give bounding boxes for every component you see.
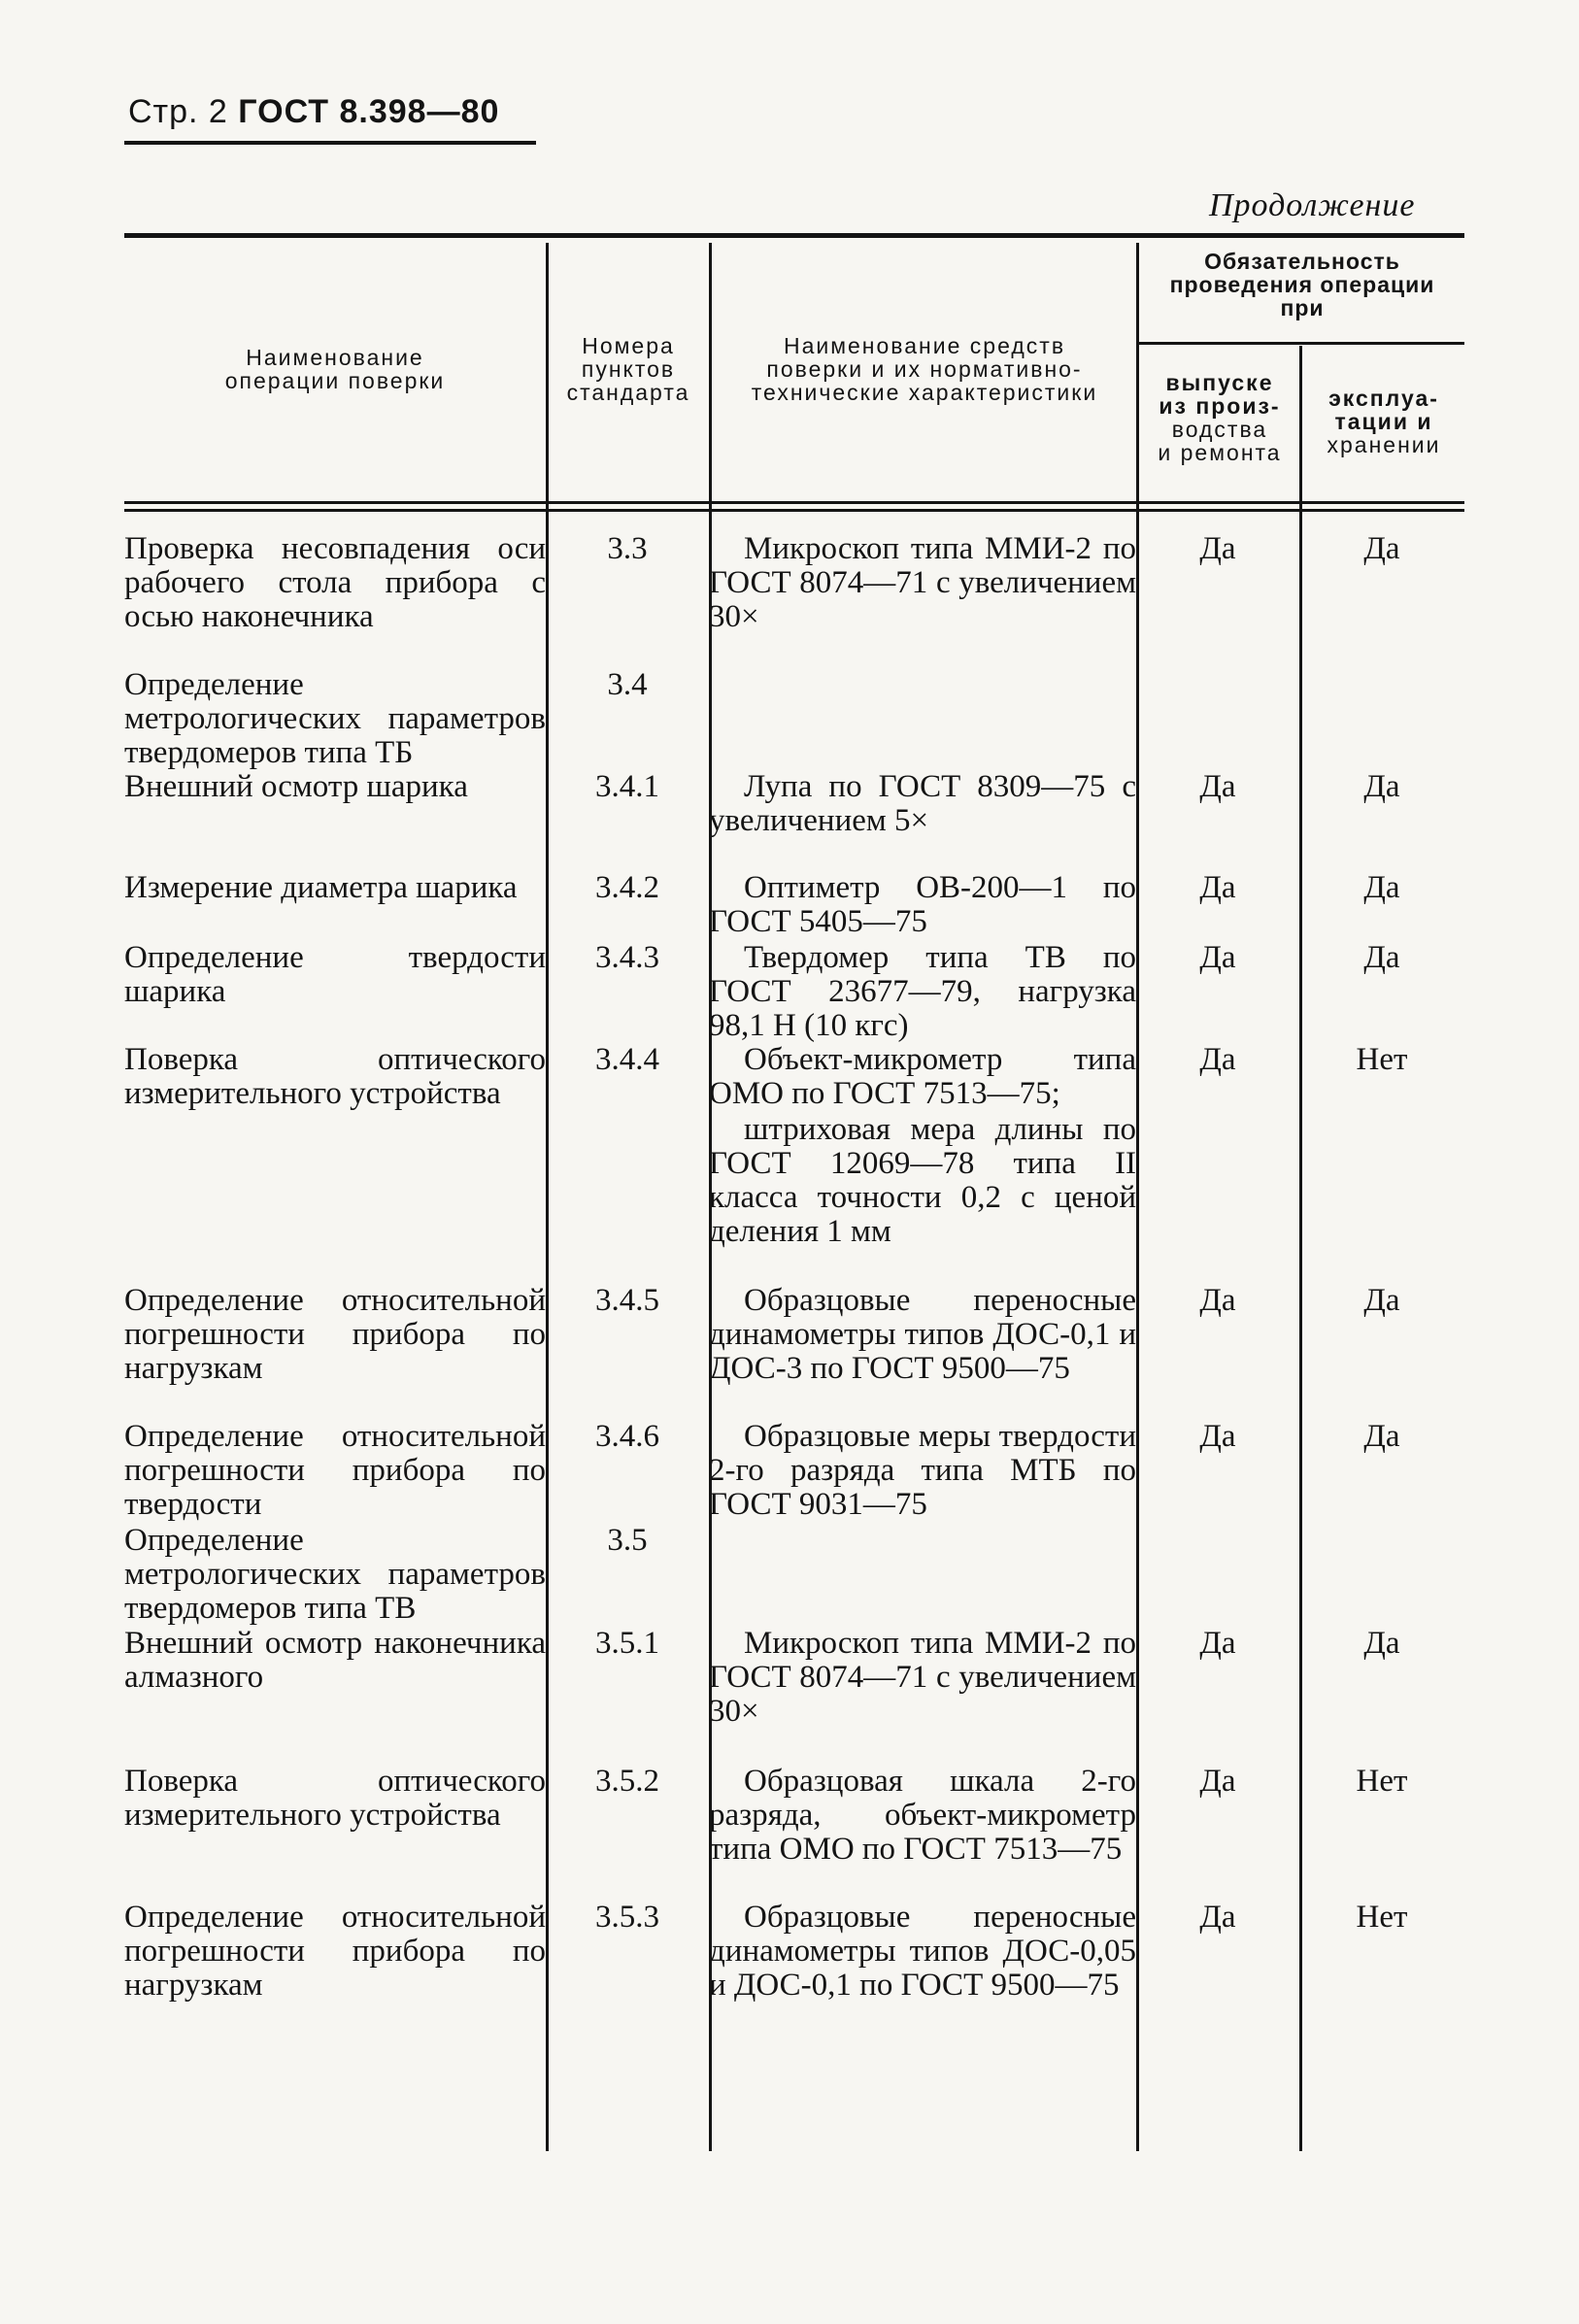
means-cell bbox=[709, 871, 1136, 941]
operation-cell bbox=[124, 1420, 546, 1524]
means-cell bbox=[709, 532, 1136, 668]
operation-cell bbox=[124, 668, 546, 770]
header-means-line: технические характеристики bbox=[751, 380, 1098, 405]
means-cell bbox=[709, 1284, 1136, 1420]
points-number: 3.4.5 bbox=[595, 1283, 659, 1318]
header-release-line: водства bbox=[1171, 417, 1268, 442]
page-label: Стр. 2 bbox=[128, 93, 228, 130]
means-description: Лупа по ГОСТ 8309—75 с увеличением 5× bbox=[709, 769, 1136, 838]
table-row bbox=[124, 941, 1464, 1043]
table-row bbox=[124, 1043, 1464, 1284]
header-storage-line: хранении bbox=[1327, 432, 1441, 457]
header-operation-line: операции поверки bbox=[224, 368, 446, 393]
header-operation-line: Наименование bbox=[246, 345, 424, 370]
continuation-label: Продолжение bbox=[1209, 187, 1416, 223]
means-description: Объект-микрометр типа ОМО по ГОСТ 7513—75; bbox=[709, 1042, 1136, 1111]
storage-mark: Да bbox=[1363, 769, 1400, 804]
points-number: 3.4.6 bbox=[595, 1419, 659, 1454]
means-description: Оптиметр ОВ-200—1 по ГОСТ 5405—75 bbox=[709, 870, 1136, 939]
means-cell bbox=[709, 1420, 1136, 1524]
operation-cell bbox=[124, 1627, 546, 1765]
means-description: штриховая мера длины по ГОСТ 12069—78 типа II класса точности 0,2 с ценой деления 1 мм bbox=[709, 1112, 1136, 1249]
header-means-line: Наименование средств bbox=[783, 333, 1066, 358]
operation-name: Определение метрологических параметров твердомеров типа ТВ bbox=[124, 1523, 546, 1626]
storage-mark: Да bbox=[1363, 940, 1400, 975]
table-row bbox=[124, 770, 1464, 871]
points-number: 3.4 bbox=[607, 667, 648, 702]
means-cell bbox=[709, 1627, 1136, 1765]
points-number: 3.4.3 bbox=[595, 940, 659, 975]
table-body bbox=[124, 532, 1464, 2046]
operation-cell bbox=[124, 1765, 546, 1901]
release-mark: Да bbox=[1199, 940, 1236, 975]
table-row bbox=[124, 1284, 1464, 1420]
header-mandatory bbox=[1140, 250, 1464, 320]
header-storage-line: тации и bbox=[1334, 409, 1433, 434]
operation-cell bbox=[124, 1284, 546, 1420]
operation-cell bbox=[124, 941, 546, 1043]
verification-operations-table bbox=[124, 532, 1464, 2046]
release-mark: Да bbox=[1199, 531, 1236, 566]
points-number: 3.4.4 bbox=[595, 1042, 659, 1077]
storage-mark: Да bbox=[1363, 870, 1400, 905]
release-mark: Да bbox=[1199, 1042, 1236, 1077]
header-release-line: и ремонта bbox=[1158, 440, 1282, 465]
means-cell bbox=[709, 770, 1136, 871]
table-row bbox=[124, 1420, 1464, 1524]
operation-name: Внешний осмотр шарика bbox=[124, 769, 468, 804]
operation-cell bbox=[124, 1901, 546, 2046]
release-mark: Да bbox=[1199, 870, 1236, 905]
storage-mark bbox=[1299, 668, 1464, 770]
means-description: Образцовая шкала 2-го разряда, объект-микрометр типа ОМО по ГОСТ 7513—75 bbox=[709, 1764, 1136, 1867]
means-description: Микроскоп типа ММИ-2 по ГОСТ 8074—71 с увеличением 30× bbox=[709, 531, 1136, 634]
table-row bbox=[124, 871, 1464, 941]
operation-name: Поверка оптического измерительного устройства bbox=[124, 1042, 546, 1111]
points-number: 3.5 bbox=[607, 1523, 648, 1558]
header-bottom-rule-2 bbox=[124, 509, 1464, 512]
points-number: 3.4.1 bbox=[595, 769, 659, 804]
table-row bbox=[124, 1524, 1464, 1627]
header-bottom-rule-1 bbox=[124, 501, 1464, 504]
header-operation-storage bbox=[1303, 387, 1464, 456]
header-mandatory-line: при bbox=[1280, 295, 1325, 320]
means-cell bbox=[709, 941, 1136, 1043]
header-mandatory-line: проведения операции bbox=[1169, 272, 1435, 297]
standard-number: ГОСТ 8.398—80 bbox=[238, 93, 500, 130]
release-mark: Да bbox=[1199, 1900, 1236, 1935]
means-description: Образцовые меры твердости 2-го разряда типа МТБ по ГОСТ 9031—75 bbox=[709, 1419, 1136, 1522]
page-header bbox=[128, 93, 499, 131]
header-means-line: поверки и их нормативно- bbox=[766, 356, 1083, 382]
header-release-line: из произ- bbox=[1159, 393, 1281, 419]
operation-name: Определение относительной погрешности прибора по нагрузкам bbox=[124, 1900, 546, 2003]
means-cell bbox=[709, 1043, 1136, 1284]
header-release bbox=[1140, 371, 1299, 464]
header-points-line: пунктов bbox=[581, 356, 676, 382]
header-points bbox=[548, 334, 709, 404]
header-storage-line: эксплуа- bbox=[1328, 386, 1439, 411]
points-number: 3.3 bbox=[607, 531, 648, 566]
means-description: Образцовые переносные динамометры типов ДОС-0,1 и ДОС-3 по ГОСТ 9500—75 bbox=[709, 1283, 1136, 1386]
points-number: 3.5.1 bbox=[595, 1626, 659, 1661]
operation-name: Измерение диаметра шарика bbox=[124, 870, 518, 905]
release-mark: Да bbox=[1199, 1626, 1236, 1661]
release-mark: Да bbox=[1199, 1283, 1236, 1318]
storage-mark: Нет bbox=[1356, 1900, 1408, 1935]
operation-name: Внешний осмотр наконечника алмазного bbox=[124, 1626, 546, 1695]
header-rule bbox=[124, 141, 536, 145]
release-mark bbox=[1136, 668, 1299, 770]
means-description: Образцовые переносные динамометры типов ДОС-0,05 и ДОС-0,1 по ГОСТ 9500—75 bbox=[709, 1900, 1136, 2003]
storage-mark: Да bbox=[1363, 1626, 1400, 1661]
release-mark bbox=[1136, 1524, 1299, 1627]
release-mark: Да bbox=[1199, 1764, 1236, 1799]
operation-cell bbox=[124, 871, 546, 941]
operation-name: Определение относительной погрешности прибора по твердости bbox=[124, 1419, 546, 1522]
storage-mark: Нет bbox=[1356, 1042, 1408, 1077]
means-cell bbox=[709, 1524, 1136, 1627]
header-operation bbox=[136, 346, 534, 392]
storage-mark: Да bbox=[1363, 1419, 1400, 1454]
means-cell bbox=[709, 1901, 1136, 2046]
table-row bbox=[124, 668, 1464, 770]
header-release-line: выпуске bbox=[1165, 370, 1274, 395]
operation-cell bbox=[124, 1043, 546, 1284]
points-number: 3.4.2 bbox=[595, 870, 659, 905]
header-means bbox=[713, 334, 1136, 404]
storage-mark bbox=[1299, 1524, 1464, 1627]
table-row bbox=[124, 532, 1464, 668]
mandatory-sub-rule bbox=[1138, 342, 1464, 345]
means-description: Микроскоп типа ММИ-2 по ГОСТ 8074—71 с увеличением 30× bbox=[709, 1626, 1136, 1729]
operation-name: Определение метрологических параметров твердомеров типа ТБ bbox=[124, 667, 546, 770]
storage-mark: Нет bbox=[1356, 1764, 1408, 1799]
storage-mark: Да bbox=[1363, 1283, 1400, 1318]
table-top-rule bbox=[124, 233, 1464, 238]
table-row bbox=[124, 1765, 1464, 1901]
means-description: Твердомер типа ТВ по ГОСТ 23677—79, нагрузка 98,1 Н (10 кгс) bbox=[709, 940, 1136, 1043]
operation-name: Определение твердости шарика bbox=[124, 940, 546, 1009]
operation-name: Поверка оптического измерительного устройства bbox=[124, 1764, 546, 1833]
means-cell bbox=[709, 1765, 1136, 1901]
means-cell bbox=[709, 668, 1136, 770]
header-points-line: Номера bbox=[582, 333, 675, 358]
release-mark: Да bbox=[1199, 769, 1236, 804]
operation-cell bbox=[124, 770, 546, 871]
points-number: 3.5.2 bbox=[595, 1764, 659, 1799]
release-mark: Да bbox=[1199, 1419, 1236, 1454]
operation-cell bbox=[124, 1524, 546, 1627]
operation-cell bbox=[124, 532, 546, 668]
header-mandatory-line: Обязательность bbox=[1204, 249, 1400, 274]
operation-name: Проверка несовпадения оси рабочего стола прибора с осью наконечника bbox=[124, 531, 546, 634]
storage-mark: Да bbox=[1363, 531, 1400, 566]
table-row bbox=[124, 1901, 1464, 2046]
points-number: 3.5.3 bbox=[595, 1900, 659, 1935]
header-points-line: стандарта bbox=[566, 380, 690, 405]
operation-name: Определение относительной погрешности прибора по нагрузкам bbox=[124, 1283, 546, 1386]
table-row bbox=[124, 1627, 1464, 1765]
